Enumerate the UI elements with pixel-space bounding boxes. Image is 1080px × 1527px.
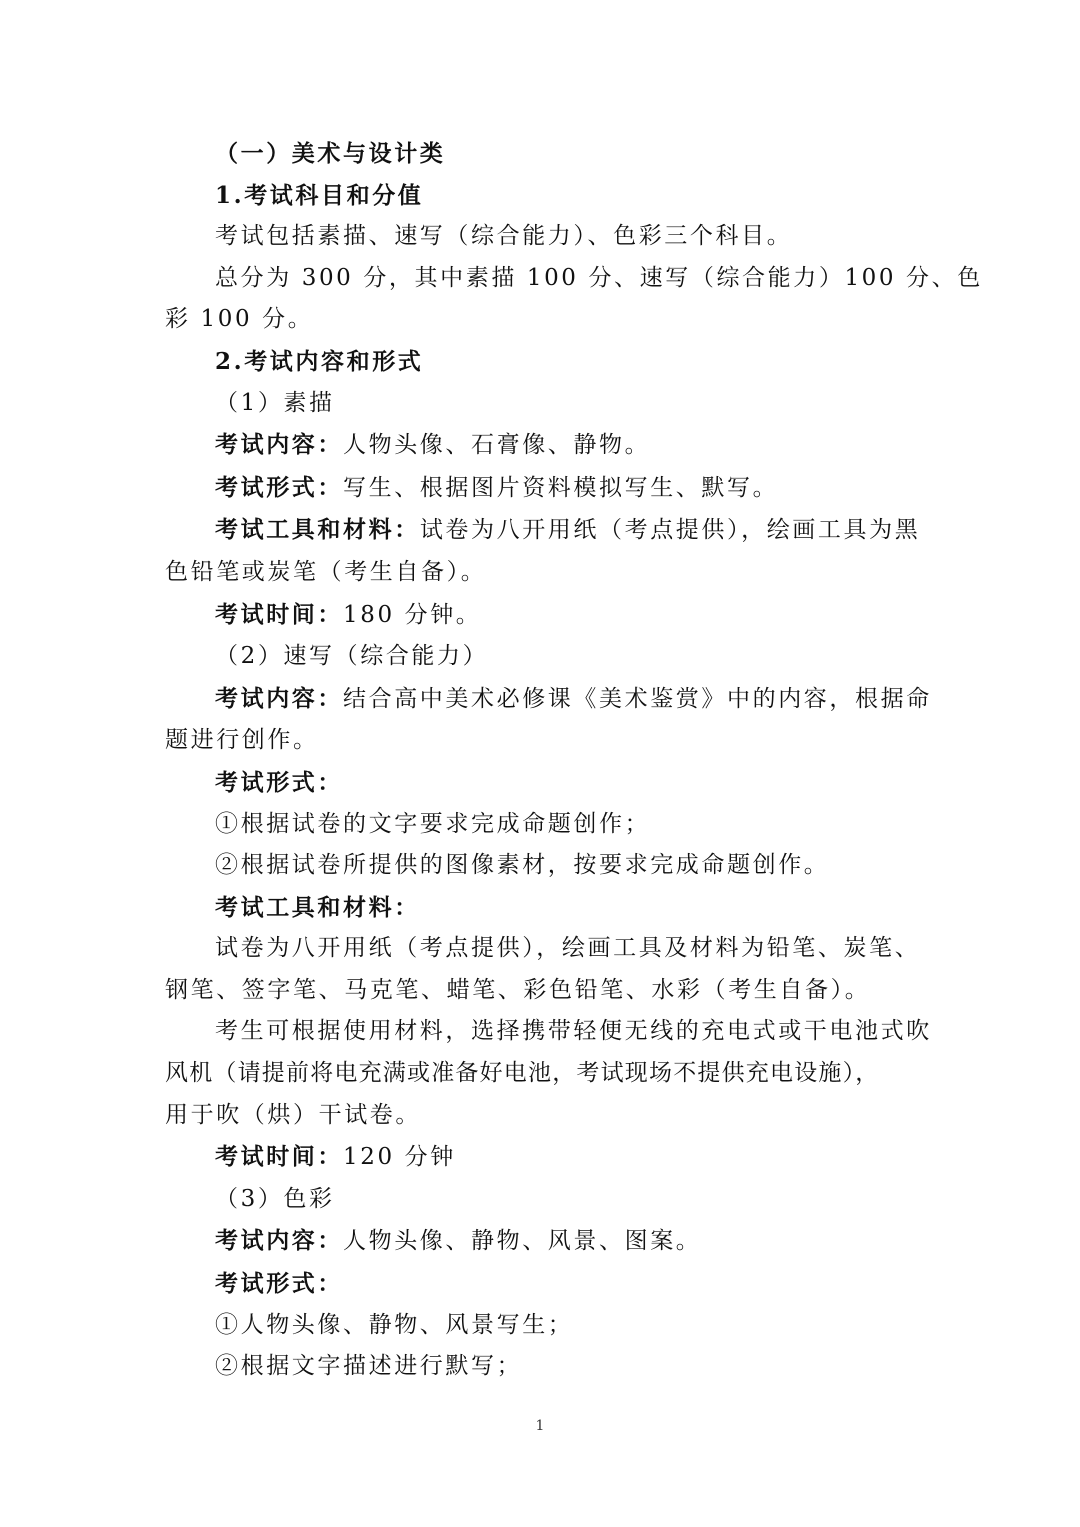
sumiao-tools-label: 考试工具和材料：	[215, 516, 420, 544]
sumiao-form-text: 写生、根据图片资料模拟写生、默写。	[343, 474, 779, 501]
sumiao-time	[165, 594, 917, 637]
suxie-content-text: 结合高中美术必修课《美术鉴赏》中的内容，根据命	[343, 685, 932, 712]
suxie-tools-line2: 钢笔、签字笔、马克笔、蜡笔、彩色铅笔、水彩（考生自备）。	[165, 976, 871, 1003]
suxie-form-item-2: ②根据试卷所提供的图像素材，按要求完成命题创作。	[215, 852, 830, 879]
secai-form-label: 考试形式：	[215, 1270, 343, 1298]
suxie-time	[165, 1136, 917, 1179]
suxie-content-line1	[165, 678, 932, 721]
sumiao-time-text: 180 分钟。	[343, 601, 482, 628]
suxie-dryer-line2: 风机（请提前将电充满或准备好电池，考试现场不提供充电设施），	[165, 1060, 880, 1087]
suxie-form-label: 考试形式：	[215, 768, 343, 796]
sumiao-tools-line2: 色铅笔或炭笔（考生自备）。	[165, 558, 487, 585]
document-body	[165, 133, 983, 1388]
sumiao-tools-text: 试卷为八开用纸（考点提供），绘画工具为黑	[419, 517, 921, 544]
secai-content-text: 人物头像、静物、风景、图案。	[343, 1228, 702, 1255]
suxie-tools-line1: 试卷为八开用纸（考点提供），绘画工具及材料为铅笔、炭笔、	[215, 935, 921, 962]
subsection-title-secai: （3）色彩	[215, 1185, 335, 1212]
section-title: （一）美术与设计类	[215, 140, 446, 167]
page-number: 1	[535, 1418, 545, 1434]
secai-form-item-1: ①人物头像、静物、风景写生；	[215, 1311, 574, 1338]
sumiao-form	[165, 467, 917, 510]
suxie-content-label: 考试内容：	[215, 684, 343, 712]
heading-content-form: 2.考试内容和形式	[215, 347, 424, 375]
subsection-title-sumiao: （1）素描	[215, 389, 335, 416]
secai-form-item-2: ②根据文字描述进行默写；	[215, 1353, 523, 1380]
secai-content	[165, 1220, 917, 1263]
suxie-dryer-line1: 考生可根据使用材料，选择携带轻便无线的充电式或干电池式吹	[215, 1018, 932, 1045]
sumiao-form-label: 考试形式：	[215, 473, 343, 501]
heading-subjects-scores: 1.考试科目和分值	[215, 181, 424, 209]
suxie-dryer-line3: 用于吹（烘）干试卷。	[165, 1101, 421, 1128]
suxie-tools-label: 考试工具和材料：	[215, 893, 420, 921]
suxie-time-label: 考试时间：	[215, 1143, 343, 1171]
suxie-form-item-1: ①根据试卷的文字要求完成命题创作；	[215, 810, 651, 837]
sumiao-time-label: 考试时间：	[215, 600, 343, 628]
paragraph-scores-line2: 彩 100 分。	[165, 306, 314, 333]
sumiao-tools-line1	[165, 509, 921, 552]
sumiao-content-text: 人物头像、石膏像、静物。	[343, 432, 651, 459]
suxie-content-line2: 题进行创作。	[165, 727, 319, 754]
secai-content-label: 考试内容：	[215, 1227, 343, 1255]
paragraph-subjects: 考试包括素描、速写（综合能力）、色彩三个科目。	[215, 223, 793, 250]
subsection-title-suxie: （2）速写（综合能力）	[215, 643, 489, 670]
sumiao-content-label: 考试内容：	[215, 431, 343, 459]
suxie-time-text: 120 分钟	[343, 1144, 456, 1171]
paragraph-scores-line1: 总分为 300 分，其中素描 100 分、速写（综合能力）100 分、色	[215, 264, 983, 291]
sumiao-content	[165, 424, 917, 467]
